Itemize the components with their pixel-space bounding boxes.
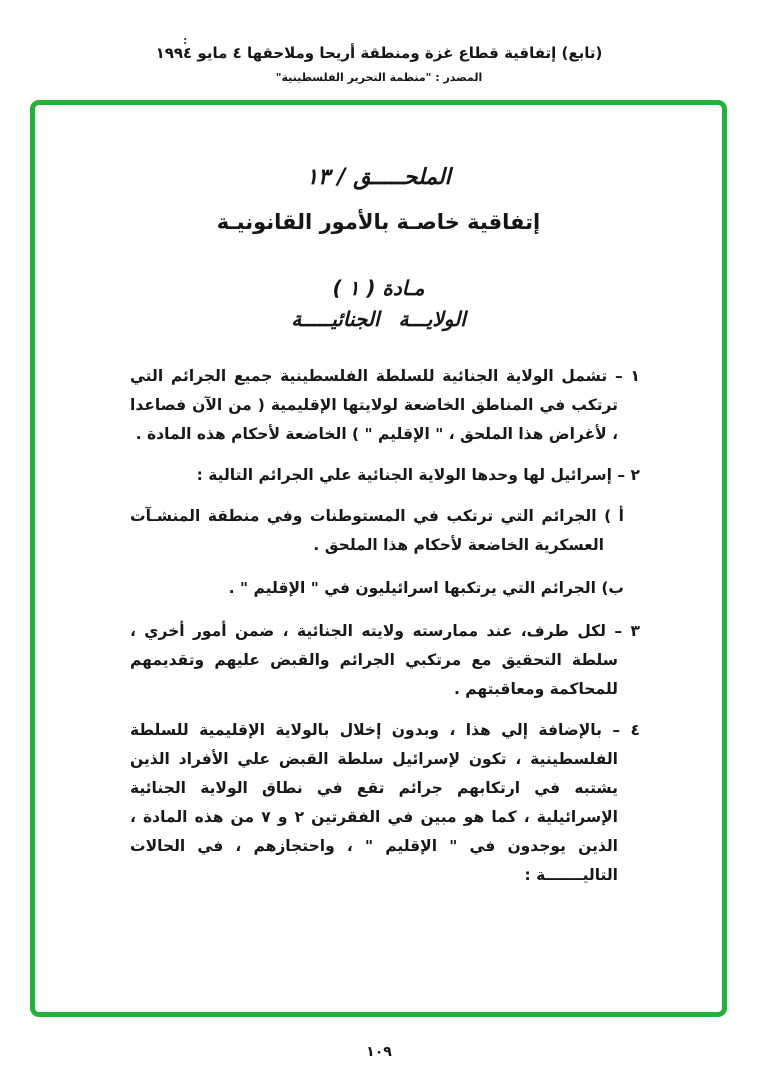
- paragraph-2b: ب) الجرائم التي يرتكبها اسرائيليون في " الإقليم " .: [228, 579, 624, 597]
- header-left-mark: :: [183, 34, 188, 47]
- annex-title: الملحـــــق / ١٣: [306, 165, 451, 190]
- document-frame: [30, 100, 727, 1017]
- annex-subtitle: إتفاقية خاصـة بالأمور القانونيـة: [216, 210, 541, 234]
- header-source: المصدر : "منظمة التحرير الفلسطينية": [275, 71, 483, 84]
- header-title: (تابع) إتفاقية قطاع غزة ومنطقة أريحا وملاحقها ٤ مايو ١٩٩٤: [155, 44, 603, 62]
- page-header: [0, 44, 758, 84]
- paragraph-1: ١ – تشمل الولاية الجنائية للسلطة الفلسطينية جميع الجرائم التي ترتكب في المناطق الخاضعة لولايتها الإقليمية ( من الآن فصاعدا ، لأغراض هذا الملحق ، " الإقليم " ) الخاضعة لأحكام هذه المادة .: [130, 367, 640, 443]
- paragraph-4: ٤ – بالإضافة إلي هذا ، وبدون إخلال بالولاية الإقليمية للسلطة الفلسطينية ، تكون لإسرائيل سلطة القبض علي الأفراد الذين يشتبه في ارتكابهم جرائم تقع في نطاق الولاية الجنائية الإسرائيلية ، كما هو مبين في الفقرتين ٢ و ٧ من هذه المادة ، الذين يوجدون في " الإقليم " ، واحتجازهم ، في الحالات التاليـــــــة :: [130, 721, 640, 884]
- paragraph-2: ٢ – إسرائيل لها وحدها الولاية الجنائية علي الجرائم التالية :: [196, 466, 640, 484]
- paragraph-2a: أ ) الجرائم التي ترتكب في المستوطنات وفي منطقة المنشـآت العسكرية الخاضعة لأحكام هذا الملحق .: [130, 507, 624, 554]
- article-title: مـادة ( ١ ): [332, 276, 425, 300]
- article-body: [130, 362, 640, 890]
- page-number: ١٠٩: [366, 1044, 392, 1060]
- paragraph-3: ٣ – لكل طرف، عند ممارسته ولايته الجنائية ، ضمن أمور أخري ، سلطة التحقيق مع مرتكبي الجرائم والقبض عليهم وتقديمهم للمحاكمة ومعاقبتهم .: [130, 622, 640, 698]
- article-subject: الولايـــة الجنائيـــــة: [291, 307, 466, 331]
